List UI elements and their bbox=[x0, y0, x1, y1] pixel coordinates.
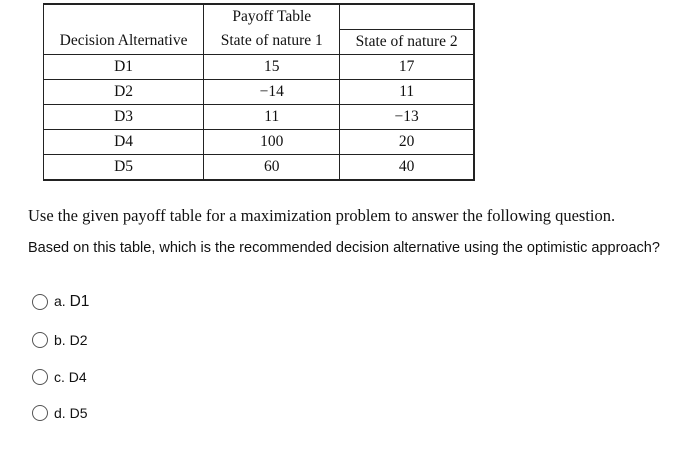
option-c[interactable] bbox=[32, 366, 87, 388]
option-letter: c. bbox=[54, 369, 65, 385]
table-title-row bbox=[44, 4, 475, 29]
table-blank-cell bbox=[44, 4, 204, 29]
table-cell: D1 bbox=[44, 54, 204, 79]
header-state-of-nature-1: State of nature 1 bbox=[204, 29, 340, 54]
option-value: D4 bbox=[68, 369, 87, 385]
option-d[interactable] bbox=[32, 402, 87, 424]
header-decision-alternative: Decision Alternative bbox=[44, 29, 204, 54]
table-cell: 11 bbox=[204, 104, 340, 129]
question-subtext: Based on this table, which is the recommended decision alternative using the optimistic approach? bbox=[28, 240, 660, 256]
table-cell: D5 bbox=[44, 154, 204, 180]
table-cell: 11 bbox=[340, 79, 474, 104]
option-label bbox=[54, 293, 89, 311]
header-state-of-nature-2: State of nature 2 bbox=[340, 29, 474, 54]
radio-button-icon[interactable] bbox=[32, 332, 48, 348]
table-cell: 100 bbox=[204, 129, 340, 154]
option-label bbox=[54, 369, 87, 385]
option-letter: d. bbox=[54, 405, 66, 421]
question-text: Use the given payoff table for a maximization problem to answer the following question. bbox=[28, 206, 616, 225]
table-row bbox=[44, 154, 475, 180]
option-value: D1 bbox=[69, 293, 90, 310]
radio-button-icon[interactable] bbox=[32, 369, 48, 385]
option-value: D5 bbox=[69, 405, 88, 421]
table-cell: D3 bbox=[44, 104, 204, 129]
table-blank-cell bbox=[340, 4, 474, 29]
table-row bbox=[44, 104, 475, 129]
table-row bbox=[44, 129, 475, 154]
table-row bbox=[44, 54, 475, 79]
table-cell: −14 bbox=[204, 79, 340, 104]
table-cell: D4 bbox=[44, 129, 204, 154]
option-b[interactable] bbox=[32, 329, 87, 351]
option-letter: b. bbox=[54, 332, 66, 348]
table-cell: −13 bbox=[340, 104, 474, 129]
payoff-table bbox=[43, 3, 475, 181]
table-header-row bbox=[44, 29, 475, 54]
option-label bbox=[54, 332, 87, 348]
table-row bbox=[44, 79, 475, 104]
table-cell: 20 bbox=[340, 129, 474, 154]
table-cell: 40 bbox=[340, 154, 474, 180]
option-letter: a. bbox=[54, 293, 66, 309]
table-title: Payoff Table bbox=[204, 4, 340, 29]
option-a[interactable] bbox=[32, 291, 89, 313]
option-label bbox=[54, 405, 87, 421]
table-cell: D2 bbox=[44, 79, 204, 104]
option-value: D2 bbox=[69, 332, 88, 348]
table-cell: 15 bbox=[204, 54, 340, 79]
table-cell: 17 bbox=[340, 54, 474, 79]
table-cell: 60 bbox=[204, 154, 340, 180]
radio-button-icon[interactable] bbox=[32, 294, 48, 310]
radio-button-icon[interactable] bbox=[32, 405, 48, 421]
